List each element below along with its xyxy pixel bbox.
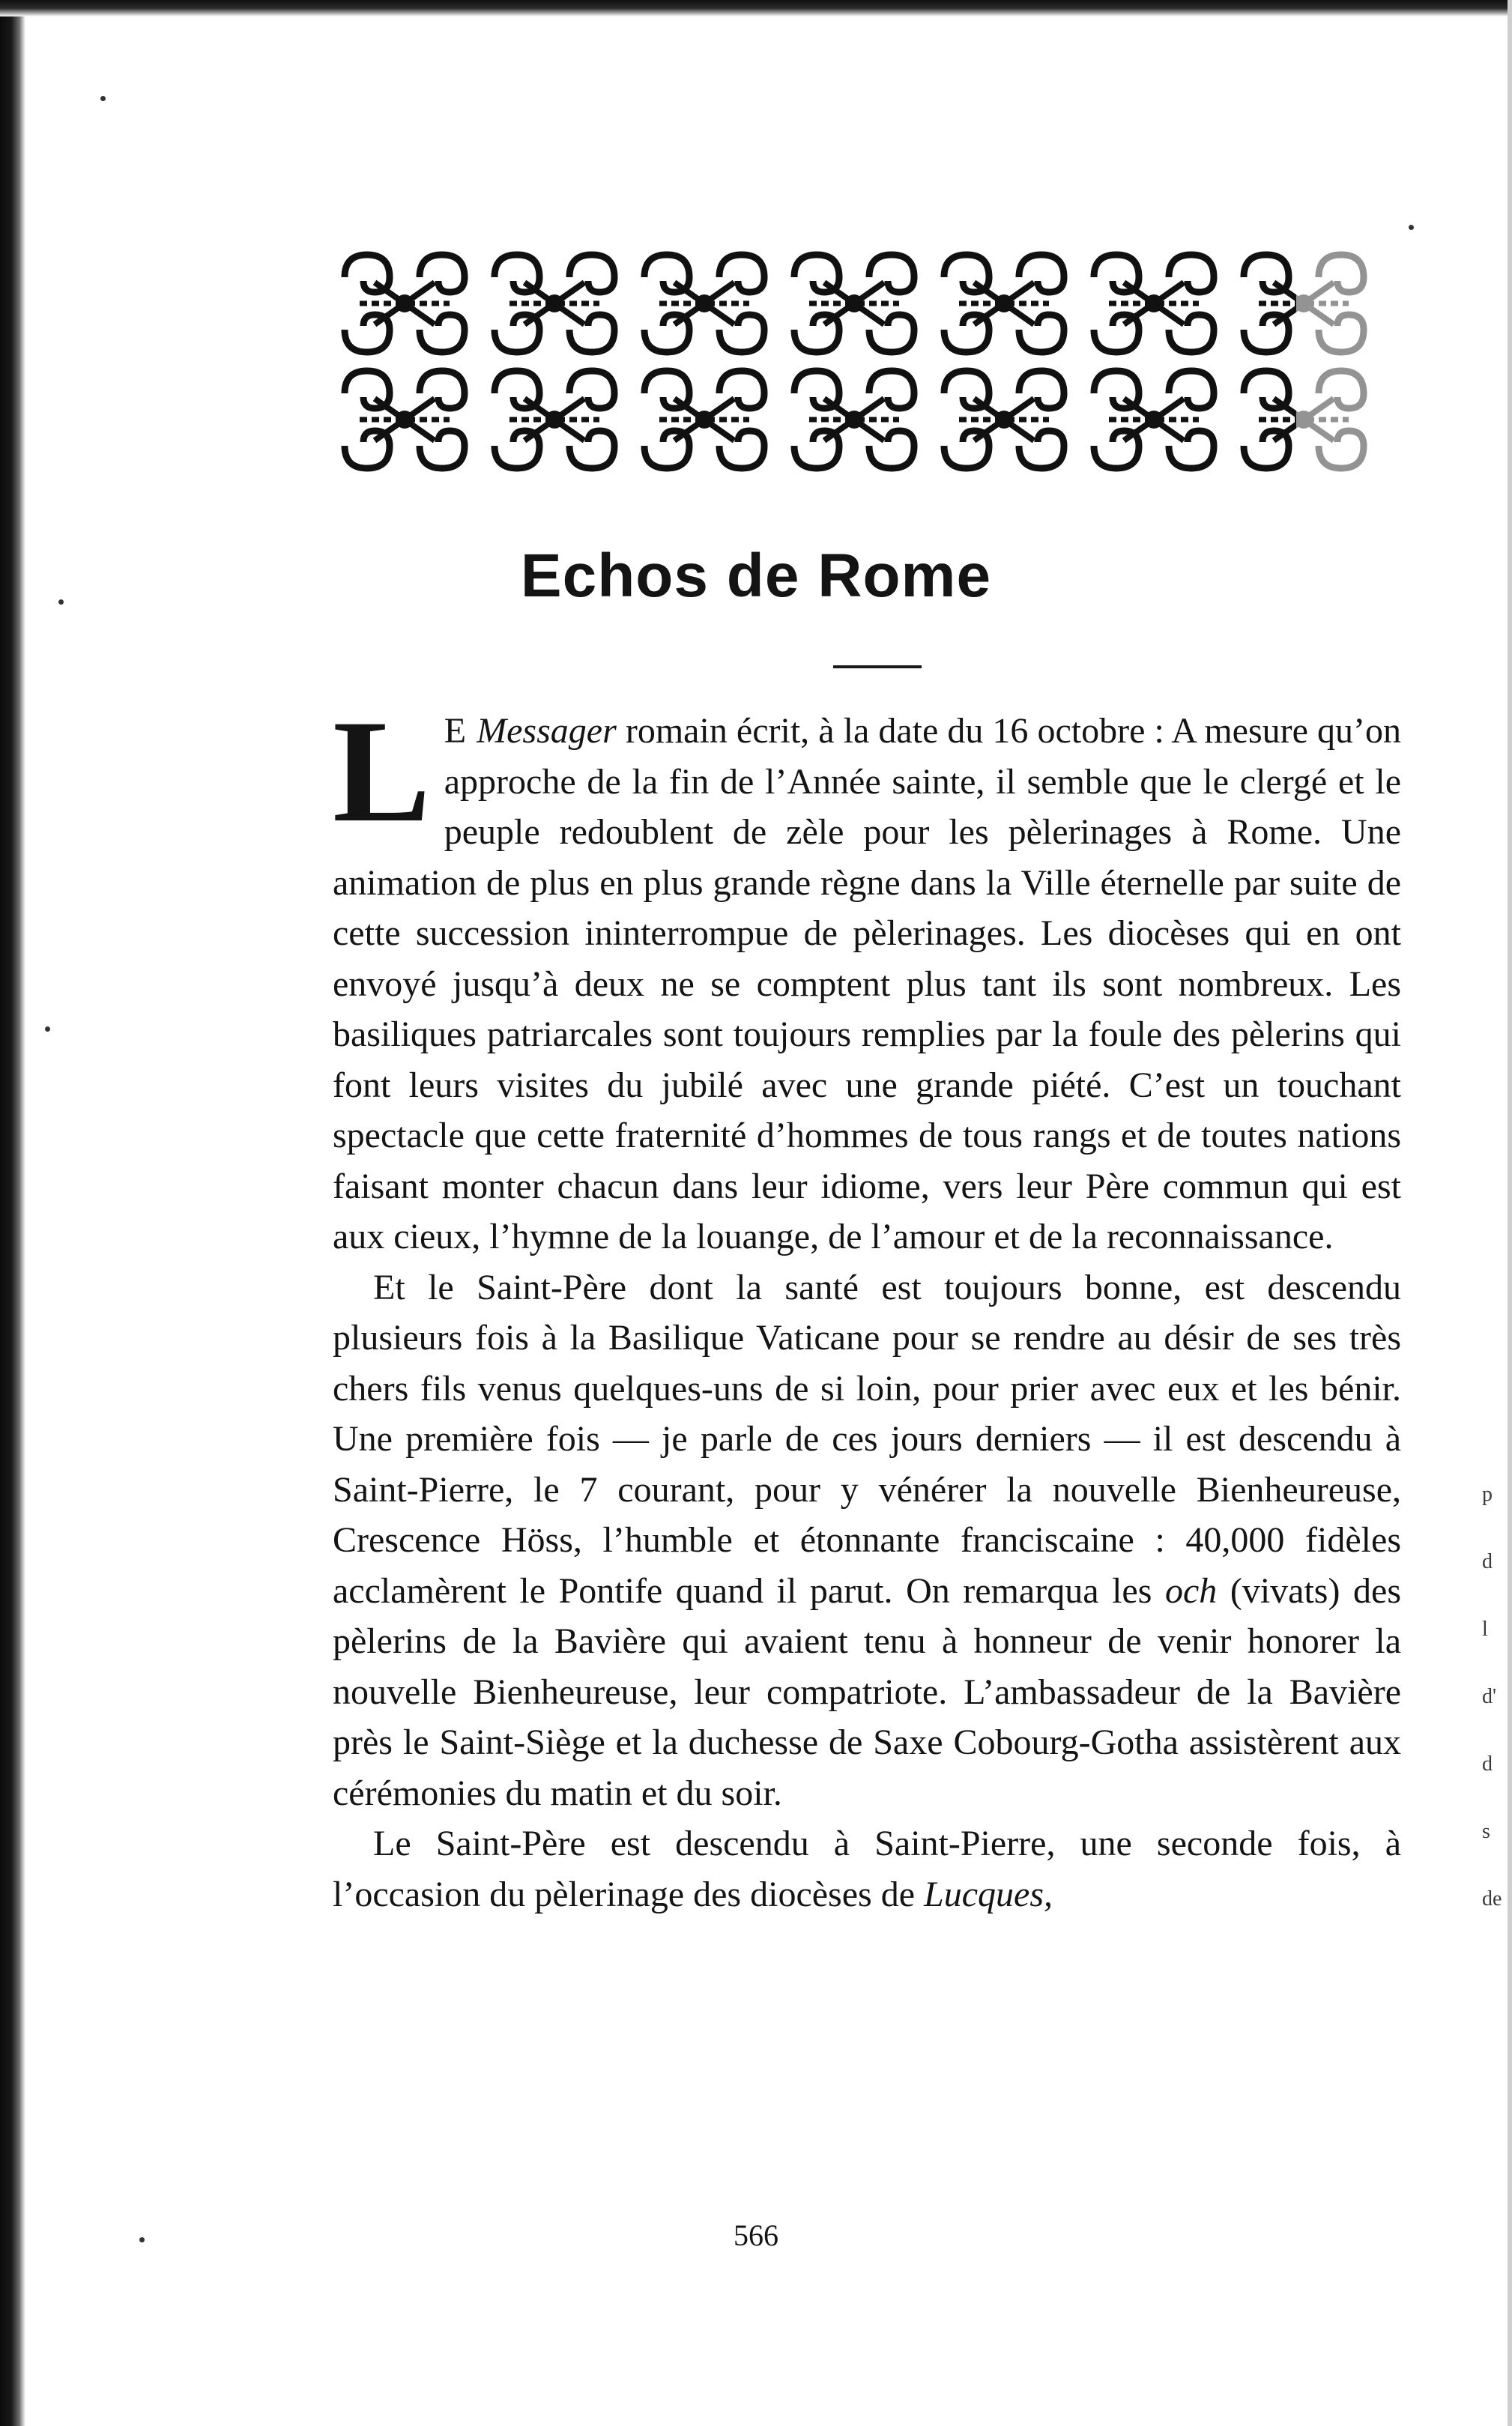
scan-speck [139, 2237, 145, 2242]
lead-letters: E [444, 711, 468, 751]
paragraph-3 [333, 1818, 1401, 1920]
article-title: Echos de Rome [520, 542, 992, 610]
page-number: 566 [734, 2218, 778, 2252]
scan-speck [58, 599, 64, 605]
italic-word: Messager [477, 711, 617, 751]
italic-word: Lucques, [924, 1874, 1053, 1914]
paragraph-2-text-after: (vivats) des pèlerins de la Bavière qui avaient tenu à honneur de venir honorer la nouvelle Bienheureuse, leur compatriote. L’ambassadeur de la Bavière près le Saint-Siège et la duchesse de Saxe Cobourg-Gotha assistèrent aux cérémonies du matin et du soir. [333, 1570, 1402, 1813]
title-rule [833, 665, 922, 668]
paragraph-2-text-before: Et le Saint-Père dont la santé est toujours bonne, est descendu plusieurs fois à la Basilique Vaticane pour se rendre au désir de ses très chers fils venus quelques-uns de si loin, pour prier avec eux et les bénir. Une première fois — je parle de ces jours derniers — il est descendu à Saint-Pierre, le 7 courant, pour y vénérer la nouvelle Bienheureuse, Crescence Höss, l’humble et étonnante franciscaine : 40,000 fidèles acclamèrent le Pontife quand il parut. On remarqua les [333, 1267, 1401, 1611]
scan-border-left [0, 0, 25, 2426]
drop-cap: L [333, 690, 431, 853]
margin-fragment: l [1482, 1618, 1488, 1641]
scan-speck [45, 1026, 50, 1032]
italic-word: och [1164, 1570, 1218, 1611]
margin-fragment: d' [1482, 1685, 1497, 1708]
paragraph-1-text: romain écrit, à la date du 16 octobre : A mesure qu’on approche de la fin de l’Année sainte, il semble que le clergé et le peuple redoublent de zèle pour les pèlerinages à Rome. Une animation de plus en plus grande règne dans la Ville éternelle par suite de cette succession ininterrompue de pèlerinages. Les diocèses qui en ont envoyé jusqu’à deux ne se comptent plus tant ils sont nombreux. Les basiliques patriarcales sont toujours remplies par la foule des pèlerins qui font leurs visites du jubilé avec une grande piété. C’est un touchant spectacle que cette fraternité d’hommes de tous rangs et de toutes nations faisant monter chacun dans leur idiome, vers leur Père commun qui est aux cieux, l’hymne de la louange, de l’amour et de la reconnaissance. [333, 711, 1402, 1256]
decorative-header-ornament [330, 247, 1379, 480]
scan-speck [100, 96, 106, 101]
margin-fragment: d [1482, 1752, 1493, 1776]
adjacent-page-fragments [1482, 1461, 1512, 1933]
margin-fragment: p [1482, 1483, 1493, 1506]
paragraph-3-text-before: Le Saint-Père est descendu à Saint-Pierre, une seconde fois, à l’occasion du pèlerinage des diocèses de [333, 1824, 1401, 1914]
paragraph-2 [333, 1262, 1401, 1819]
scan-border-top [0, 0, 1512, 16]
margin-fragment: de [1482, 1887, 1502, 1911]
scan-speck [1409, 225, 1414, 230]
scan-border-right [1508, 0, 1512, 2426]
paragraph-1 [333, 690, 1402, 1262]
article-body [333, 690, 1402, 1920]
margin-fragment: d [1482, 1550, 1493, 1573]
margin-fragment: s [1482, 1820, 1490, 1843]
